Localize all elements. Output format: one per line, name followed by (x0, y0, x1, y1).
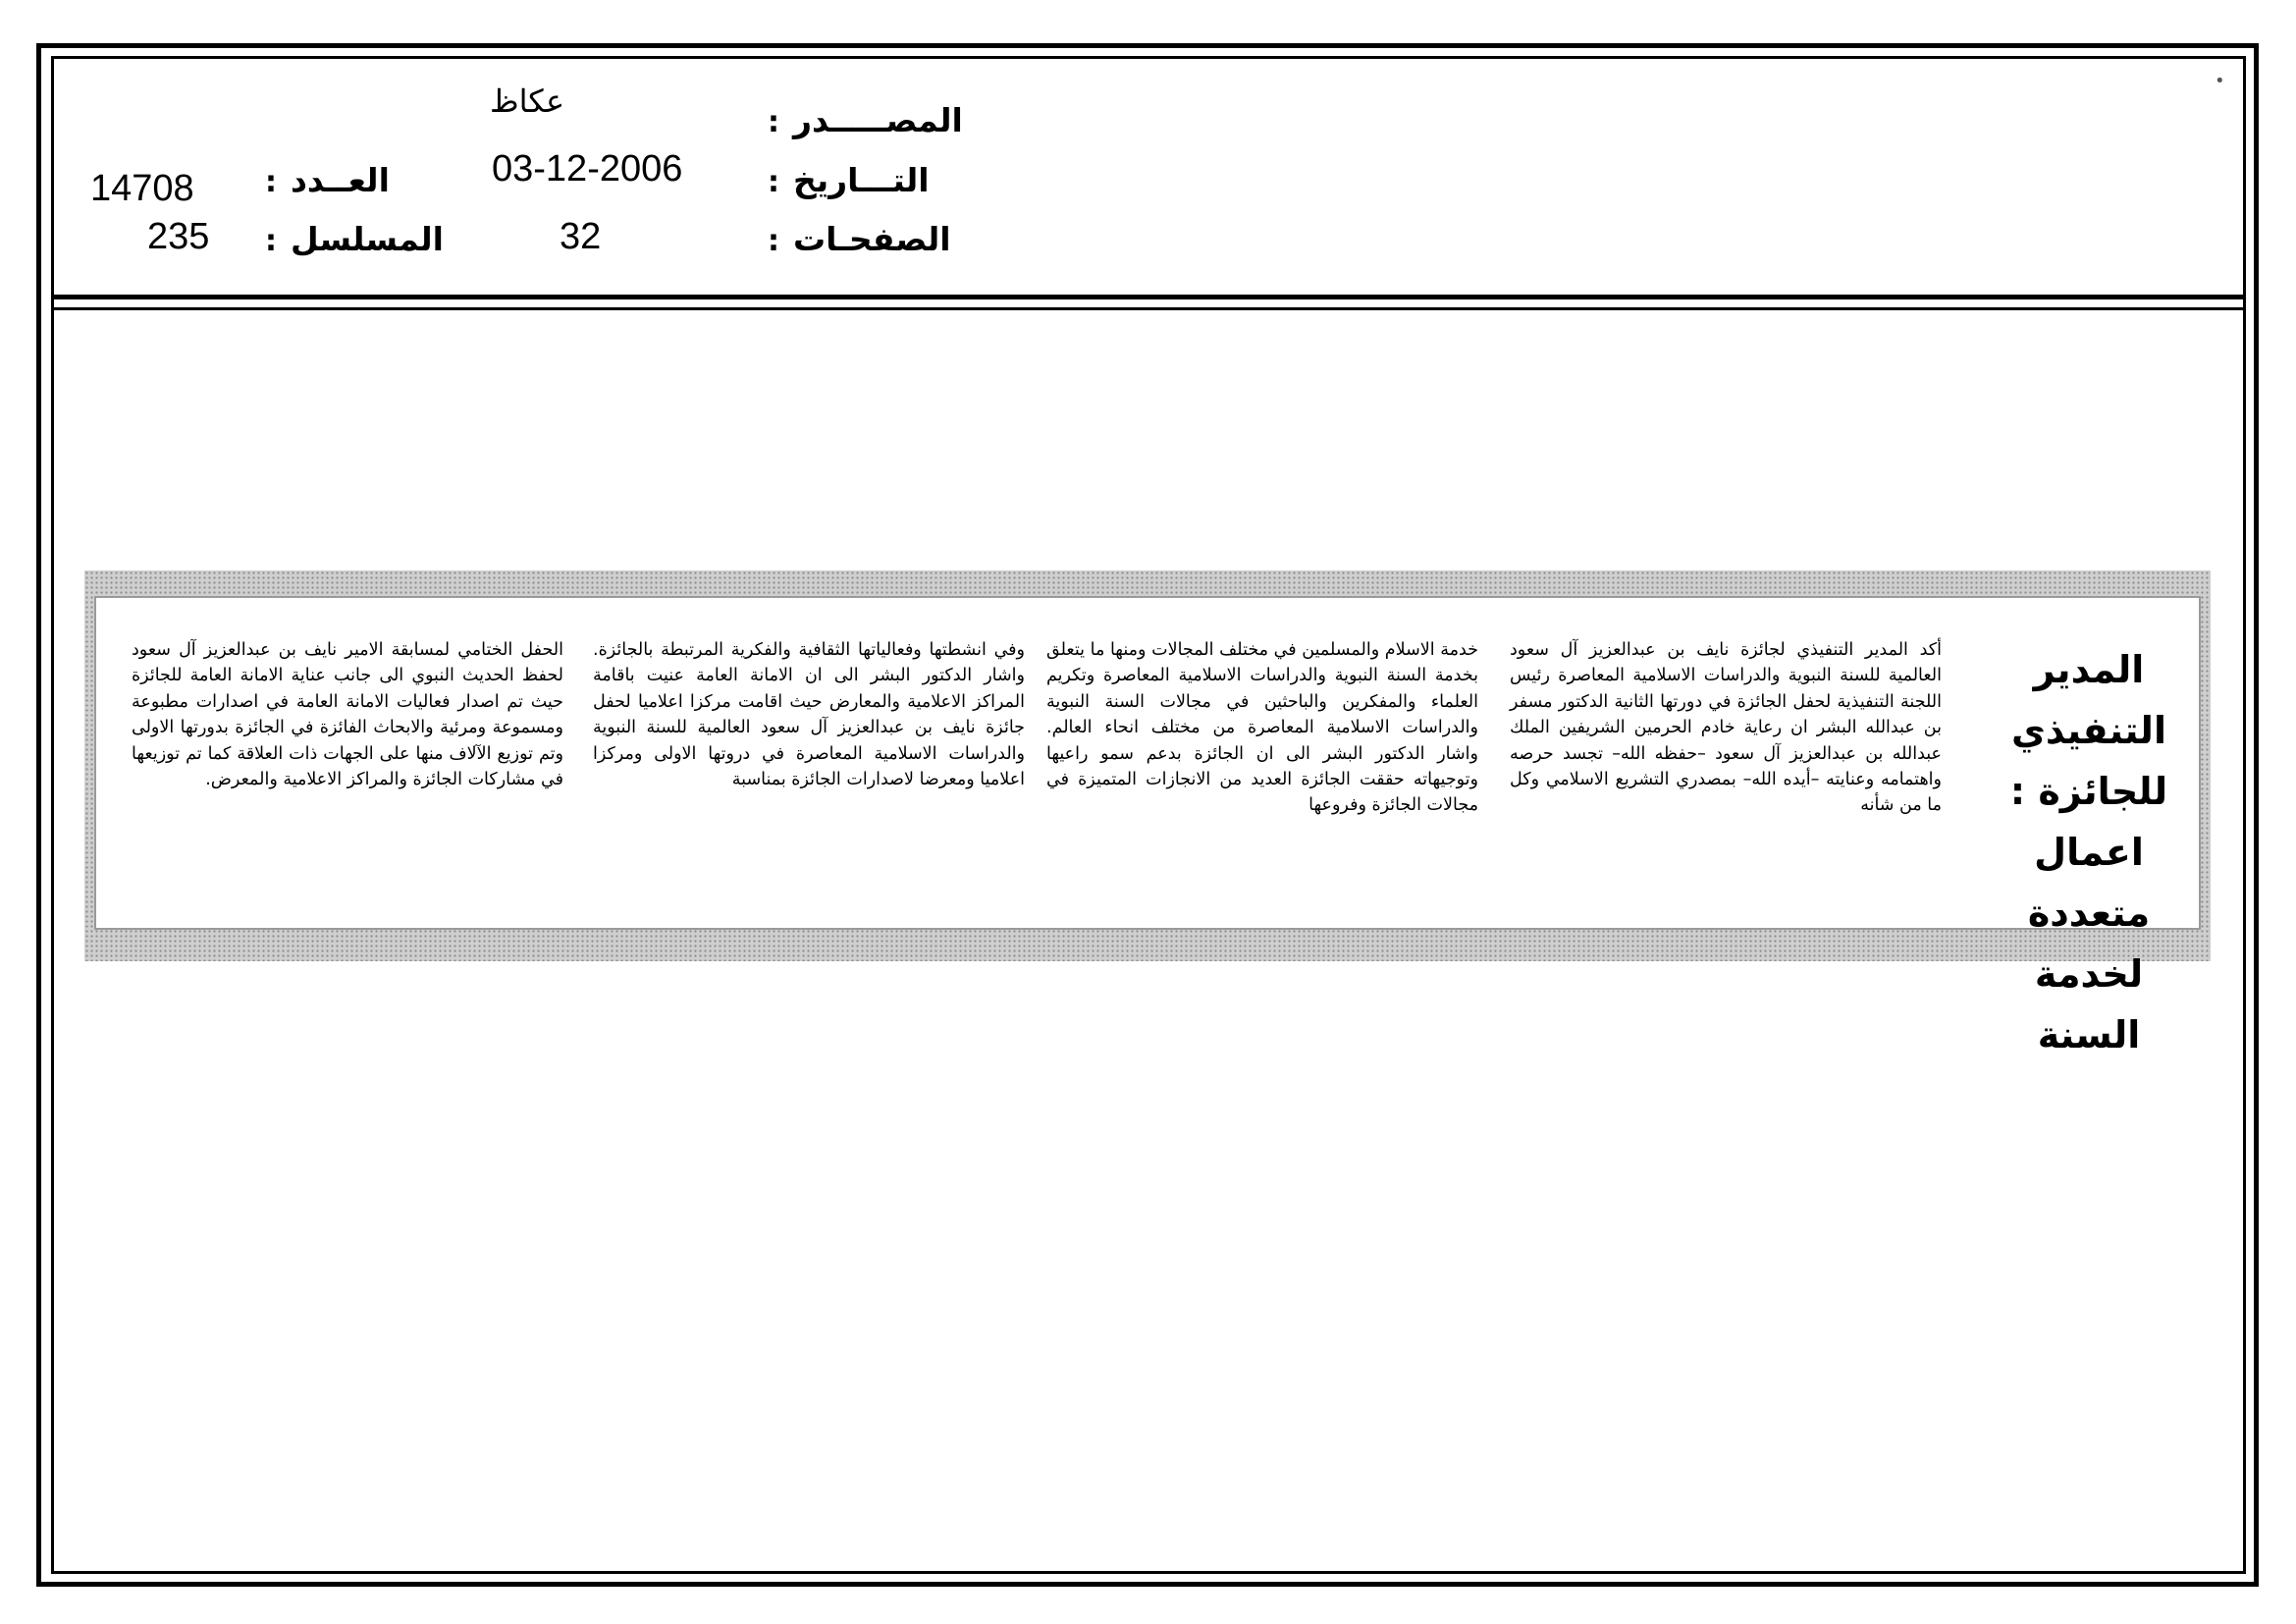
article-column-2 (1046, 637, 1478, 819)
headline-line: للجائزة : (2009, 770, 2168, 813)
clipping-body (94, 596, 2201, 1056)
serial-value: 235 (147, 216, 210, 257)
headline-line: المدير التنفيذي (2011, 648, 2166, 752)
article-headline (1981, 639, 2197, 1065)
news-clipping (84, 570, 2211, 1056)
headline-line: لخدمة السنة (2034, 952, 2144, 1056)
source-label: المصـــــدر (793, 101, 963, 139)
header-divider (51, 295, 2246, 299)
header-divider-thin (51, 307, 2246, 310)
column-text: الحفل الختامي لمسابقة الامير نايف بن عبدالعزيز آل سعود لحفظ الحديث النبوي الى جانب عناية الامانة العامة للجائزة حيث تم اصدار فعاليات الامانة العامة في اصدارات مطبوعة ومسموعة ومرئية والابحاث الفائزة في الجائزة بدورتها الاولى وتم توزيع الآلاف منها على الجهات ذات العلاقة كما تم توزيعها في مشاركات الجائزة والمراكز الاعلامية والمعرض. (132, 640, 563, 790)
date-label: التـــاريخ (793, 161, 930, 199)
headline-line: اعمال متعددة (2027, 831, 2151, 935)
serial-label: المسلسل (291, 220, 444, 258)
issue-label: العــدد (291, 161, 390, 199)
source-value: عكاظ (490, 83, 565, 119)
column-text: وفي انشطتها وفعالياتها الثقافية والفكرية المرتبطة بالجائزة. واشار الدكتور البشر الى ان الامانة العامة عنيت باقامة المراكز الاعلامية والمعارض حيث اقامت مركزا اعلاميا لحفل جائزة نايف بن عبدالعزيز آل سعود العالمية للسنة النبوية والدراسات الاسلامية المعاصرة في دروتها الاولى ومركزا اعلاميا ومعرضا لاصدارات الجائزة بمناسبة (593, 640, 1025, 790)
article-column-1 (1510, 637, 1942, 819)
issue-colon: : (265, 165, 277, 199)
corner-mark: • (2215, 71, 2225, 91)
article-column-3 (593, 637, 1025, 792)
pages-colon: : (768, 224, 779, 258)
date-colon: : (768, 165, 779, 199)
issue-value: 14708 (90, 168, 194, 209)
pages-value: 32 (560, 216, 602, 257)
pages-label: الصفحـات (793, 220, 951, 258)
serial-colon: : (265, 224, 277, 258)
column-text: أكد المدير التنفيذي لجائزة نايف بن عبدالعزيز آل سعود العالمية للسنة النبوية والدراسات الاسلامية المعاصرة رئيس اللجنة التنفيذية لحفل الجائزة في دورتها الثانية الدكتور مسفر بن عبدالله البشر ان رعاية خادم الحرمين الشريفين الملك عبدالله بن عبدالعزيز آل سعود –حفظه الله– تجسد حرصه واهتمامه وعنايته –أيده الله– بمصدري التشريع الاسلامي وكل ما من شأنه (1510, 640, 1942, 816)
source-colon: : (768, 105, 779, 139)
column-text: خدمة الاسلام والمسلمين في مختلف المجالات ومنها ما يتعلق بخدمة السنة النبوية والدراسات الاسلامية المعاصرة وتكريم العلماء والمفكرين والباحثين في مجالات السنة النبوية والدراسات الاسلامية المعاصرة من مختلف انحاء العالم. واشار الدكتور البشر الى ان الجائزة بدعم سمو راعيها وتوجيهاته حققت الجائزة العديد من الانجازات المتميزة في مجالات الجائزة وفروعها (1046, 640, 1478, 816)
article-column-4 (132, 637, 563, 792)
date-value: 03-12-2006 (492, 148, 683, 189)
